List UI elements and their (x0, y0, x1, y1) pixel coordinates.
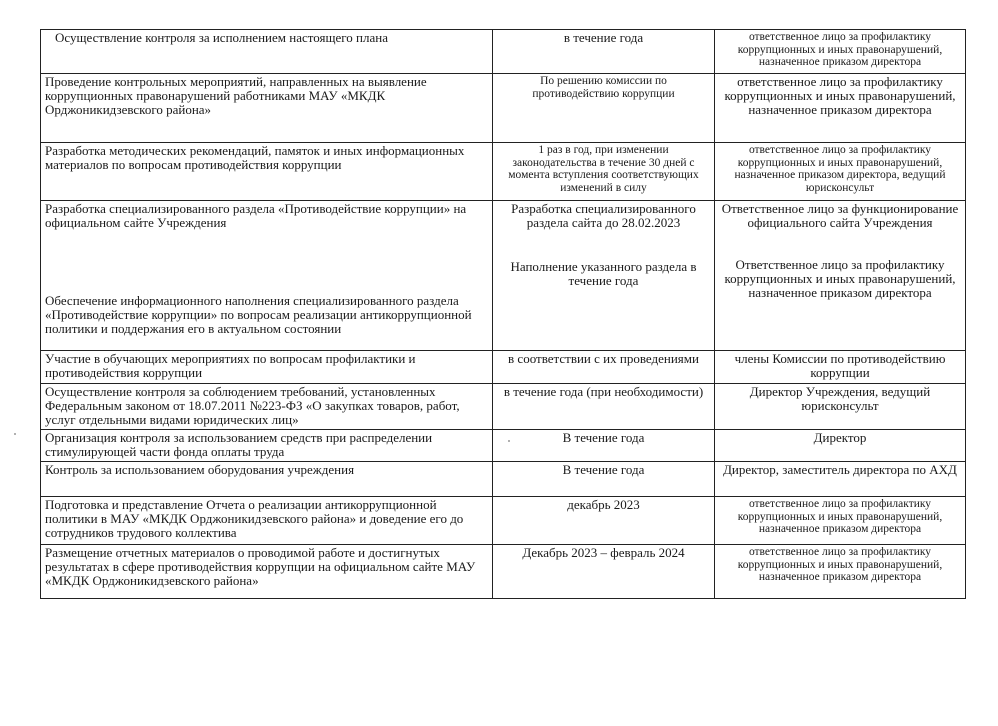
responsible-cell: члены Комиссии по противодействию коррупции (715, 351, 966, 384)
term-cell: В течение года (493, 462, 715, 497)
responsible-text-officer: Ответственное лицо за профилактику коррупционных и иных правонарушений, назначенное приказом директора (724, 257, 956, 300)
term-cell (493, 201, 715, 351)
table-row (41, 384, 966, 430)
action-cell (41, 201, 493, 351)
table-row (41, 74, 966, 143)
term-cell: в течение года (493, 30, 715, 74)
scan-speck (14, 433, 16, 435)
scan-speck (508, 440, 510, 442)
term-text-development: Разработка специализированного раздела сайта до 28.02.2023 (511, 201, 696, 230)
action-text-filling: Обеспечение информационного наполнения специализированного раздела «Противодействие коррупции» по вопросам реализации антикоррупционной политики и поддержания его в актуальном состоянии (45, 293, 472, 336)
term-text-filling: Наполнение указанного раздела в течение года (510, 259, 697, 288)
table-row (41, 430, 966, 462)
responsible-cell: ответственное лицо за профилактику коррупционных и иных правонарушений, назначенное приказом директора (715, 497, 966, 545)
action-cell: Организация контроля за использованием средств при распределении стимулирующей части фонда оплаты труда (41, 430, 493, 462)
document-page (40, 29, 965, 599)
action-cell: Осуществление контроля за исполнением настоящего плана (41, 30, 493, 74)
responsible-cell: Директор Учреждения, ведущий юрисконсульт (715, 384, 966, 430)
term-cell: в соответствии с их проведениями (493, 351, 715, 384)
table-row (41, 351, 966, 384)
action-cell: Размещение отчетных материалов о проводимой работе и достигнутых результатах в сфере противодействия коррупции на официальном сайте МАУ «МКДК Орджоникидзевского района» (41, 545, 493, 599)
action-cell: Подготовка и представление Отчета о реализации антикоррупционной политики в МАУ «МКДК Орджоникидзевского района» и доведение его до сотрудников трудового коллектива (41, 497, 493, 545)
responsible-text-site: Ответственное лицо за функционирование официального сайта Учреждения (721, 201, 959, 230)
table-row (41, 497, 966, 545)
term-cell: 1 раз в год, при изменении законодательства в течение 30 дней с момента вступления соответствующих изменений в силу (493, 143, 715, 201)
responsible-cell: ответственное лицо за профилактику коррупционных и иных правонарушений, назначенное приказом директора (715, 30, 966, 74)
table-row (41, 30, 966, 74)
responsible-cell: ответственное лицо за профилактику коррупционных и иных правонарушений, назначенное приказом директора (715, 545, 966, 599)
action-cell: Разработка методических рекомендаций, памяток и иных информационных материалов по вопросам противодействия коррупции (41, 143, 493, 201)
anticorruption-plan-table (40, 29, 966, 599)
table-row (41, 545, 966, 599)
table-row (41, 201, 966, 351)
responsible-cell: Директор (715, 430, 966, 462)
action-cell: Осуществление контроля за соблюдением требований, установленных Федеральным законом от 18.07.2011 №223-ФЗ «О закупках товаров, работ, услуг отдельными видами юридических лиц» (41, 384, 493, 430)
action-cell: Контроль за использованием оборудования учреждения (41, 462, 493, 497)
responsible-cell: ответственное лицо за профилактику коррупционных и иных правонарушений, назначенное приказом директора (715, 74, 966, 143)
term-cell: Декабрь 2023 – февраль 2024 (493, 545, 715, 599)
table-row (41, 143, 966, 201)
responsible-cell (715, 201, 966, 351)
action-cell: Участие в обучающих мероприятиях по вопросам профилактики и противодействия коррупции (41, 351, 493, 384)
term-cell: В течение года (493, 430, 715, 462)
action-cell: Проведение контрольных мероприятий, направленных на выявление коррупционных правонарушений работниками МАУ «МКДК Орджоникидзевского района» (41, 74, 493, 143)
term-cell: декабрь 2023 (493, 497, 715, 545)
action-text-development: Разработка специализированного раздела «Противодействие коррупции» на официальном сайте Учреждения (45, 201, 467, 230)
table-row (41, 462, 966, 497)
term-cell: По решению комиссии по противодействию коррупции (493, 74, 715, 143)
term-cell: в течение года (при необходимости) (493, 384, 715, 430)
responsible-cell: ответственное лицо за профилактику коррупционных и иных правонарушений, назначенное приказом директора, ведущий юрисконсульт (715, 143, 966, 201)
responsible-cell: Директор, заместитель директора по АХД (715, 462, 966, 497)
